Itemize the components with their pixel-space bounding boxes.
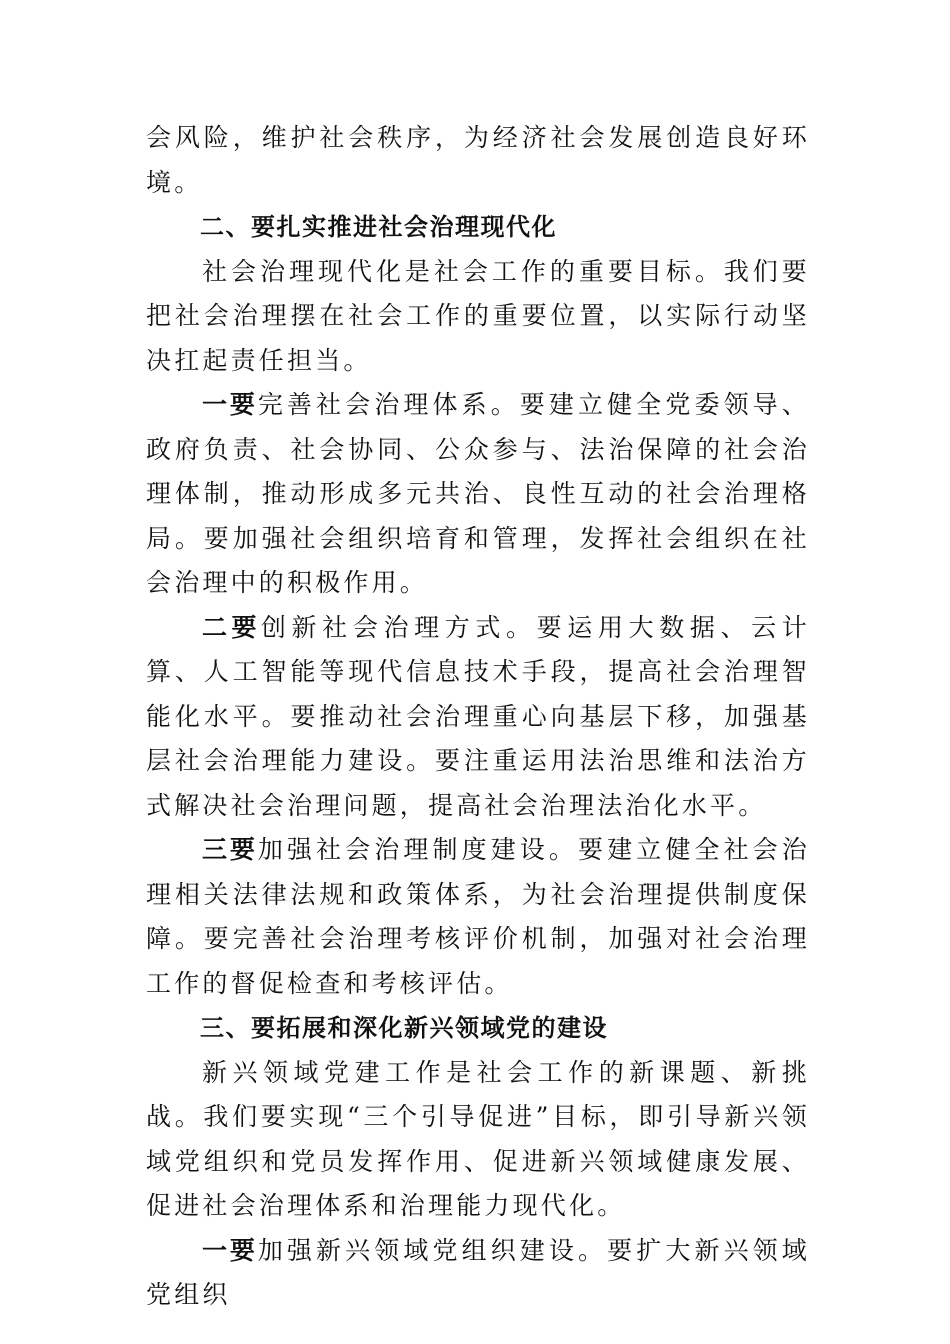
paragraph-text: 完善社会治理体系。要建立健全党委领导、政府负责、社会协同、公众参与、法治保障的社会治理体制，推动形成多元共治、良性互动的社会治理格局。要加强社会组织培育和管理，发挥社会组织在社会治理中的积极作用。 — [146, 390, 810, 597]
paragraph-text: 会风险，维护社会秩序，为经济社会发展创造良好环境。 — [146, 123, 810, 197]
paragraph-point-1-section-3 — [146, 1229, 810, 1318]
paragraph-point-2 — [146, 606, 810, 829]
paragraph-point-1 — [146, 383, 810, 606]
paragraph-text: 加强社会治理制度建设。要建立健全社会治理相关法律法规和政策体系，为社会治理提供制度保障。要完善社会治理考核评价机制，加强对社会治理工作的督促检查和考核评估。 — [146, 835, 810, 998]
paragraph-intro-3 — [146, 1051, 810, 1229]
document-page — [146, 116, 810, 1318]
paragraph-point-3 — [146, 828, 810, 1006]
paragraph-text: 社会治理现代化是社会工作的重要目标。我们要把社会治理摆在社会工作的重要位置，以实际行动坚决扛起责任担当。 — [146, 256, 810, 375]
section-heading-3: 三、要拓展和深化新兴领域党的建设 — [200, 1014, 608, 1042]
paragraph-lead: 二要 — [202, 612, 261, 642]
paragraph-continuation — [146, 116, 810, 205]
paragraph-lead: 三要 — [202, 835, 258, 864]
paragraph-text: 加强新兴领域党组织建设。要扩大新兴领域党组织 — [146, 1235, 810, 1309]
paragraph-lead: 一要 — [202, 1235, 258, 1265]
paragraph-lead: 一要 — [202, 390, 258, 419]
paragraph-text: 新兴领域党建工作是社会工作的新课题、新挑战。我们要实现“三个引导促进”目标，即引导新兴领域党组织和党员发挥作用、促进新兴领域健康发展、促进社会治理体系和治理能力现代化。 — [146, 1057, 810, 1220]
section-heading-2: 二、要扎实推进社会治理现代化 — [200, 213, 557, 241]
paragraph-intro-2 — [146, 250, 810, 384]
paragraph-text: 创新社会治理方式。要运用大数据、云计算、人工智能等现代信息技术手段，提高社会治理智能化水平。要推动社会治理重心向基层下移，加强基层社会治理能力建设。要注重运用法治思维和法治方式解决社会治理问题，提高社会治理法治化水平。 — [146, 612, 810, 820]
